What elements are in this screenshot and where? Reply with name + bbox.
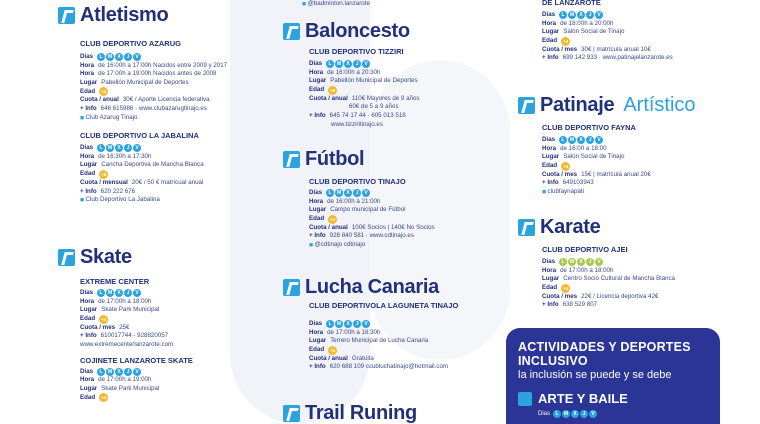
- sport-title: Trail Runing: [305, 402, 417, 424]
- lucha-canaria-section: Lucha Canaria CLUB DEPORTIVOLA LAGUNETA TINAJO Dias L M X J V Hora de 17:00h a 18:30h Lugar Terrero Municipal de Lucha Canaria Edad +6 Cuota / anual Gratuita + Info 620 688 109 ccubluchatinajo@hotmail.com: [283, 276, 483, 372]
- arte-baile-icon: [518, 392, 532, 406]
- web-link[interactable]: www.tizziritinajo.es: [331, 120, 383, 128]
- trail-section: [283, 402, 483, 424]
- club-name: CLUB DEPORTIVO FAYNA: [542, 123, 636, 132]
- patinaje-section: Patinaje Artístico CLUB DEPORTIVO FAYNA Dias L M X J V Hora de 16:00 a 18:00 Lugar Salón Social de Tinajo Edad +4 Cuota / mes 15€ | matrícula anual 20€ + Info 649103943 ◼ clubfaynapati: [518, 94, 738, 197]
- badminton-social-row: [302, 0, 370, 9]
- club-name: COJINETE LANZAROTE SKATE: [80, 355, 193, 365]
- skate-icon: [58, 249, 75, 266]
- inclusivo-title: ACTIVIDADES Y DEPORTES: [518, 340, 691, 354]
- atletismo-icon: [58, 7, 75, 24]
- sport-title: Skate: [80, 246, 132, 268]
- karate-icon: [518, 219, 535, 236]
- club-name: CLUB DEPORTIVO AZARUG: [80, 39, 181, 48]
- inclusivo-subtitle: la inclusión se puede y se debe: [518, 369, 672, 381]
- baloncesto-icon: [283, 23, 300, 40]
- facebook-link[interactable]: ◼ clubfaynapati: [542, 188, 738, 197]
- patinaje-icon: [518, 97, 535, 114]
- karate-section: Karate CLUB DEPORTIVO AJEI Dias L M X J V Hora de 17:00h a 18:00h Lugar Centro Socio Cultural de Mancha Blanca Edad +4 Cuota / mes 22€ / Licencia deportiva 42€ + Info 638 529 807: [518, 216, 738, 310]
- lucha-canaria-icon: [283, 279, 300, 296]
- club-name: CLUB DEPORTIVO LA JABALINA: [80, 131, 199, 141]
- club-name: CLUB DEPORTIVO TINAJO: [309, 177, 406, 186]
- baloncesto-section: Baloncesto CLUB DEPORTIVO TIZZIRI Dias L M X J V Hora de 16:00h a 20:30h Lugar Pabellón Municipal de Deportes Edad +6 Cuota / anual 110€ Mayores de 9 años 60€ de 5 a 9 años + Info 645 74 17 44 · 605 013 518 www.tizziritinajo.es: [283, 20, 483, 129]
- club-name: CLUB DEPORTIVO AJEI: [542, 245, 628, 254]
- social-links[interactable]: ◼ @cdtinajo cdtinajo: [309, 241, 483, 250]
- club-name: DE LANZAROTE: [542, 0, 601, 7]
- sport-title: Atletismo: [80, 4, 169, 26]
- instagram-link[interactable]: ◼ @badminton.lanzarote: [302, 0, 370, 9]
- atletismo-section: Atletismo CLUB DEPORTIVO AZARUG Dias L M X J V Hora de 16:00h a 17:00h Nacidos entre 2009 y 2017 Hora de 17:00h a 19:00h Nacidos antes de 2008 Lugar Pabellón Municipal de Deportes Edad +4 Cuota / anual 30€ / Aporte Licencia federativa + Info 646 615986 · www.clubazarugtinajo.es ◼ Club Azarug Tinajo CLUB DEPORTIVO LA JABALINA Dias L M X J V Hora de 16:30h a 17:30h Lugar Cancha Deportiva de Mancha Blanca Edad +5 Cuota / mensual 20€ / 50 € matrícual anual + Info 620 222 676 ◼ Club Deportivo La Jabalina: [58, 4, 238, 205]
- sport-title: Baloncesto: [305, 20, 410, 42]
- patinaje-lanzarote-section: DE LANZAROTE Dias L M X J V Hora de 18:00h a 20:00h Lugar Salón Social de Tinajo Edad +4 Cuota / mes 30€ | matrícula anual 10€ + Info 699 142 933 · www.patinajelanzarote.es: [542, 0, 742, 63]
- club-name: CLUB DEPORTIVO TIZZIRI: [309, 47, 404, 56]
- web-link[interactable]: www.extremecenterlanzarote.com: [80, 340, 174, 348]
- arte-baile-title: ARTE Y BAILE: [538, 391, 628, 406]
- days-badges: L M X J V: [97, 144, 141, 152]
- inclusivo-title: INCLUSIVO: [518, 354, 588, 368]
- sport-title: Karate: [540, 216, 601, 238]
- sport-title: Patinaje: [540, 94, 615, 116]
- sport-title: Lucha Canaria: [305, 276, 439, 298]
- sport-title: Fútbol: [305, 148, 365, 170]
- facebook-link[interactable]: ◼ Club Deportivo La Jabalina: [80, 196, 238, 205]
- inclusivo-panel: ACTIVIDADES Y DEPORTES INCLUSIVO la inclusión se puede y se debe ARTE Y BAILE Dias L M X J V: [506, 328, 720, 424]
- skate-section: Skate EXTREME CENTER Dias L M X J V Hora de 17:00h a 18:00h Lugar Skate Park Municipal Edad +4 Cuota / mes 25€ + Info 610017744 - 928820057 www.extremecenterlanzarote.com COJINETE LANZAROTE SKATE Dias L M X J V Hora de 17:00h a 19:00h Lugar Skate Park Municipal Edad +4: [58, 246, 238, 402]
- futbol-icon: [283, 151, 300, 168]
- days-badges: L M X J V: [97, 53, 141, 61]
- futbol-section: Fútbol CLUB DEPORTIVO TINAJO Dias L M X J V Hora de 16:00h a 21:00h Lugar Campo municipal de Fútbol Edad +4 Cuota / anual 100€ Socios | 140€ No Socios + Info 928 840 581 · www.cdtinajo.es ◼ @cdtinajo cdtinajo: [283, 148, 483, 250]
- facebook-link[interactable]: ◼ Club Azarug Tinajo: [80, 114, 238, 123]
- club-name: EXTREME CENTER: [80, 277, 150, 286]
- club-name: CLUB DEPORTIVOLA LAGUNETA TINAJO: [309, 301, 459, 310]
- trail-running-icon: [283, 405, 300, 422]
